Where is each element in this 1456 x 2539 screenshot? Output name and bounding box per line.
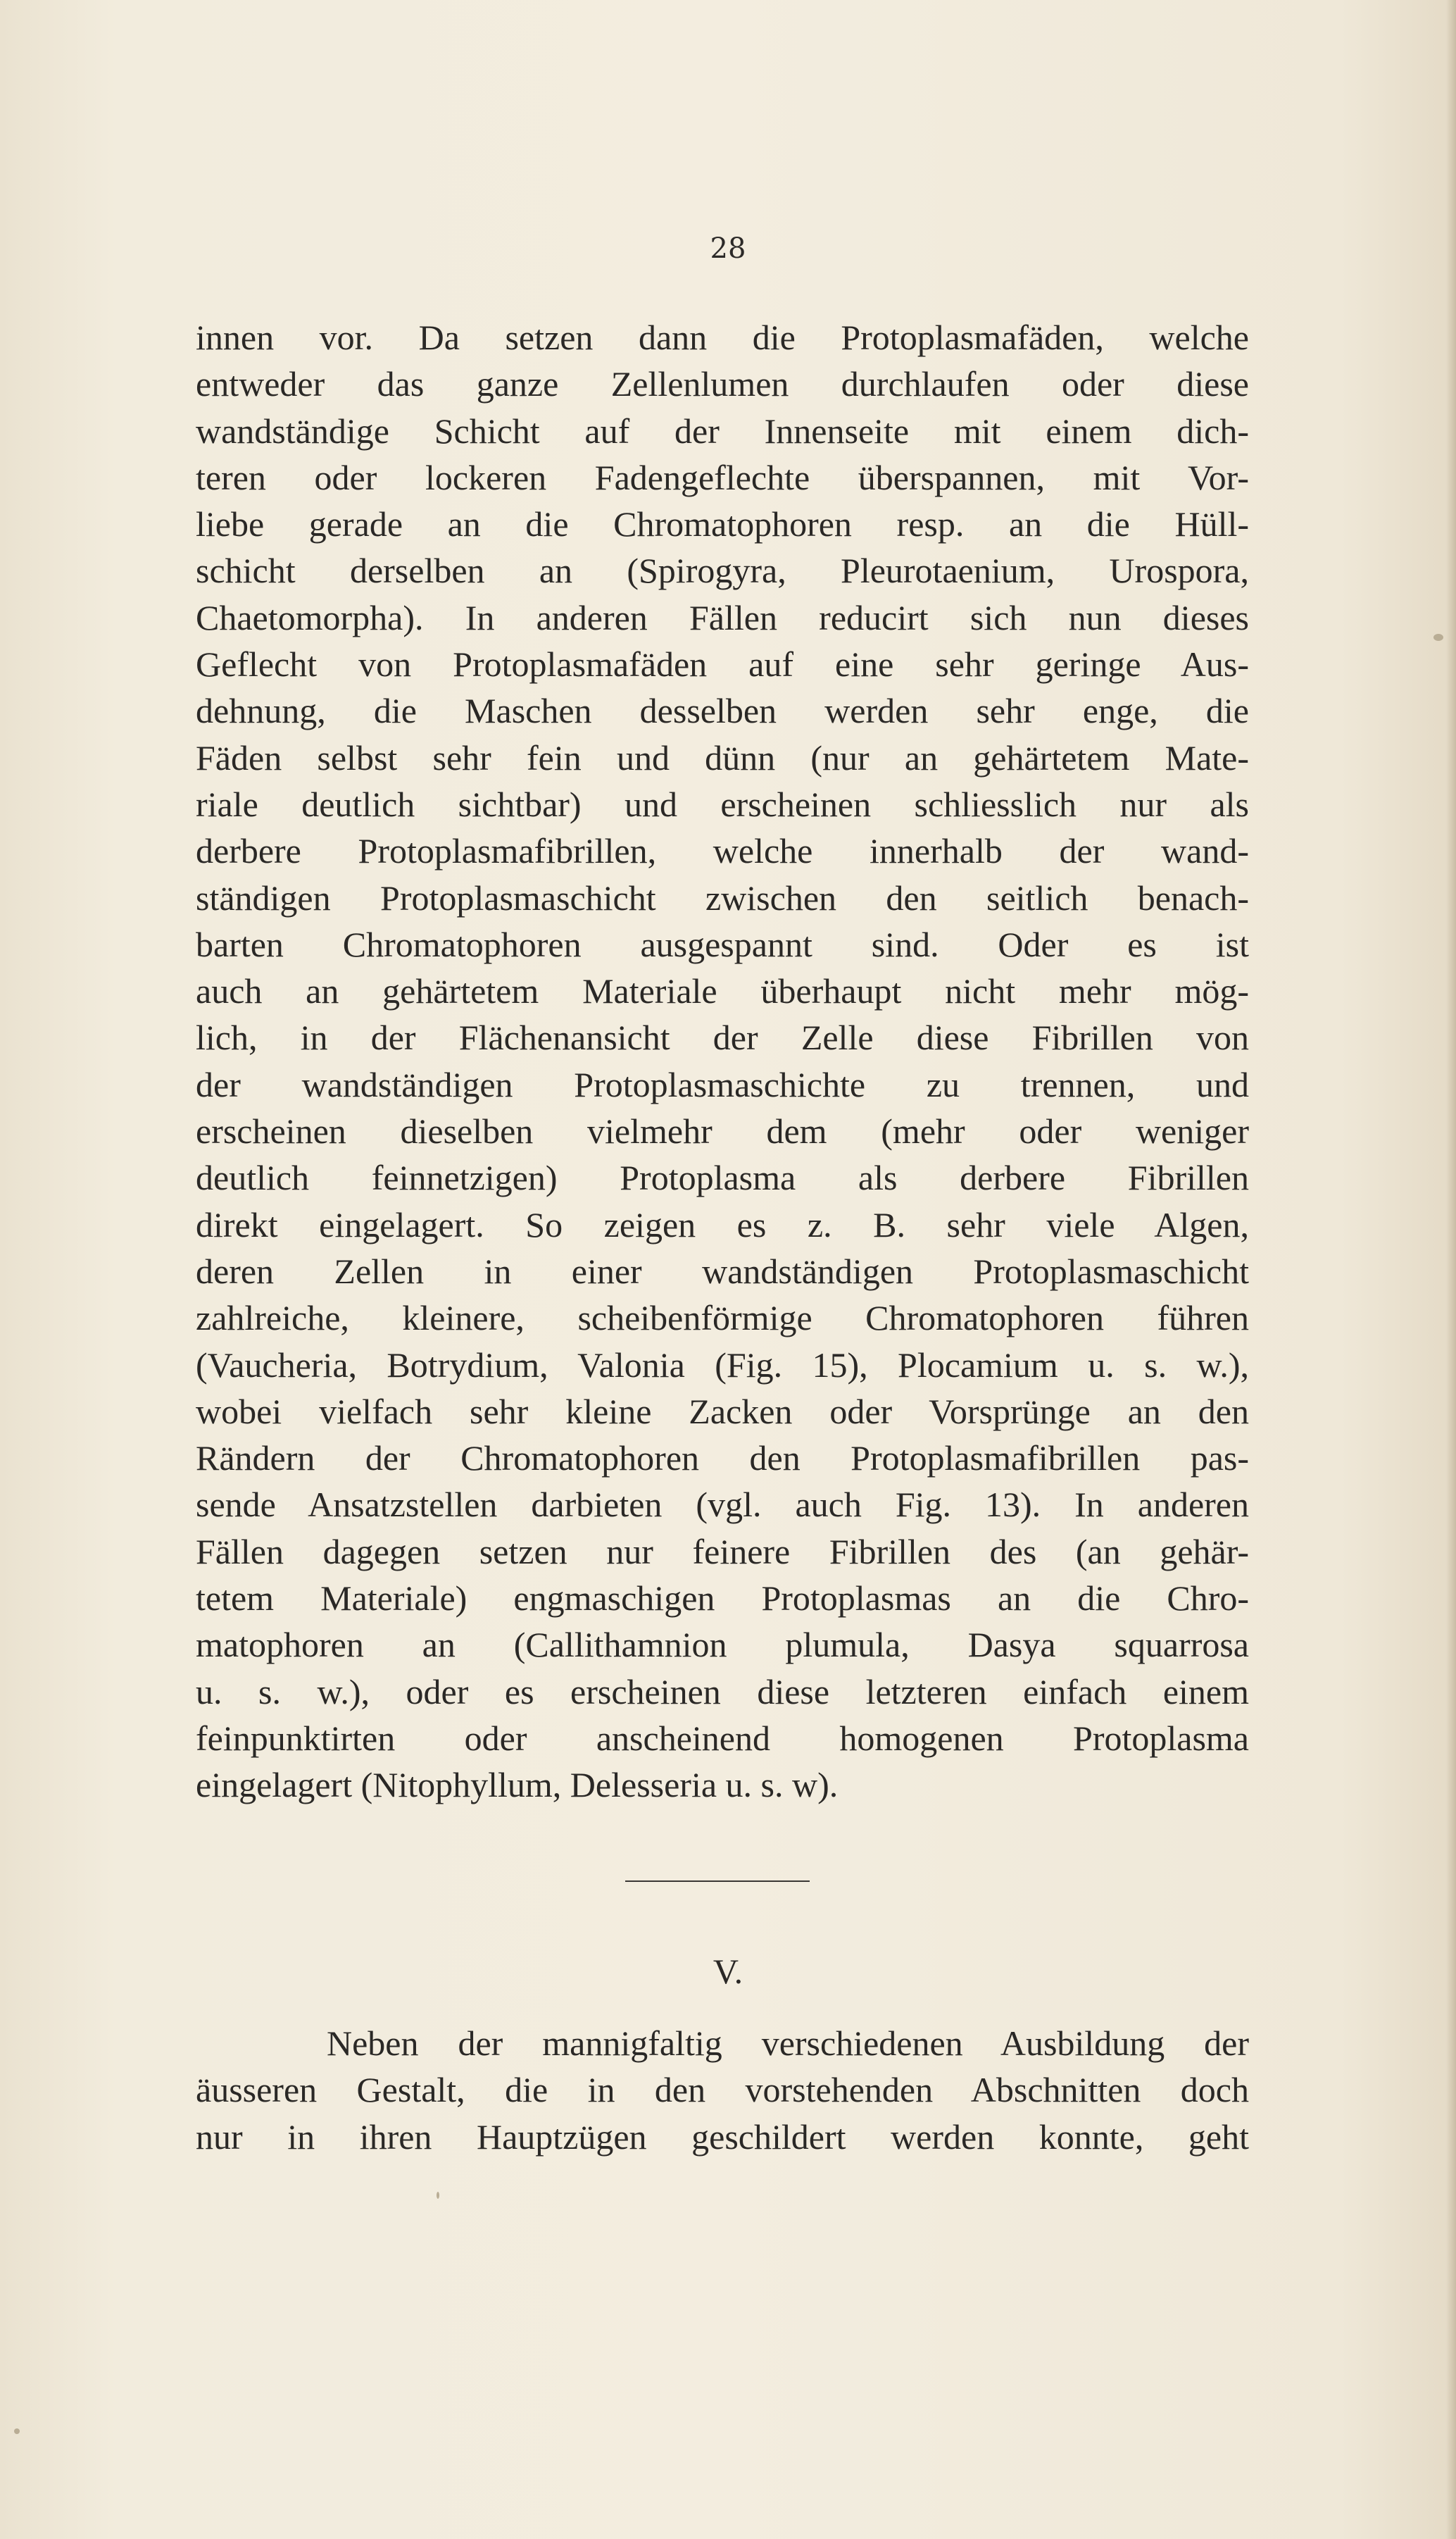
text-line: matophoren an (Callithamnion plumula, Dasya squarrosa <box>196 1625 1249 1665</box>
text-line: äusseren Gestalt, die in den vorstehenden Abschnitten doch <box>196 2070 1249 2110</box>
text-line: auch an gehärtetem Materiale überhaupt nicht mehr mög- <box>196 971 1249 1011</box>
page-edge-shadow <box>1446 0 1456 2539</box>
text-line: wobei vielfach sehr kleine Zacken oder Vorsprünge an den <box>196 1391 1249 1431</box>
text-line: eingelagert (Nitophyllum, Delesseria u. s. w). <box>196 1765 839 1805</box>
text-line: schicht derselben an (Spirogyra, Pleurotaenium, Urospora, <box>196 551 1249 591</box>
text-line: erscheinen dieselben vielmehr dem (mehr oder weniger <box>196 1111 1249 1152</box>
paper-speck <box>14 2428 20 2434</box>
text-line: innen vor. Da setzen dann die Protoplasmafäden, welche <box>196 318 1249 357</box>
page-number: 28 <box>710 232 746 265</box>
text-line: entweder das ganze Zellenlumen durchlaufen oder diese <box>196 364 1249 404</box>
text-line: riale deutlich sichtbar) und erscheinen schliesslich nur als <box>196 784 1249 824</box>
text-line: Fällen dagegen setzen nur feinere Fibrillen des (an gehär- <box>196 1531 1249 1571</box>
text-line: barten Chromatophoren ausgespannt sind. Oder es ist <box>196 924 1249 964</box>
paragraph-body-2 <box>196 2020 1249 2160</box>
text-line: Geflecht von Protoplasmafäden auf eine sehr geringe Aus- <box>196 644 1249 685</box>
text-line: liebe gerade an die Chromatophoren resp. an die Hüll- <box>196 504 1249 544</box>
text-line: teren oder lockeren Fadengeflechte überspannen, mit Vor- <box>196 457 1249 497</box>
text-line: (Vaucheria, Botrydium, Valonia (Fig. 15), Plocamium u. s. w.), <box>196 1345 1249 1385</box>
text-line: Neben der mannigfaltig verschiedenen Ausbildung der <box>327 2023 1249 2063</box>
text-line: tetem Materiale) engmaschigen Protoplasmas an die Chro- <box>196 1578 1249 1618</box>
text-line: nur in ihren Hauptzügen geschildert werden konnte, geht <box>196 2116 1249 2157</box>
text-line: lich, in der Flächenansicht der Zelle diese Fibrillen von <box>196 1018 1249 1058</box>
text-line: derbere Protoplasmafibrillen, welche innerhalb der wand- <box>196 831 1249 871</box>
text-line: u. s. w.), oder es erscheinen diese letzteren einfach einem <box>196 1671 1249 1711</box>
text-line: der wandständigen Protoplasmaschichte zu trennen, und <box>196 1064 1249 1104</box>
paper-speck <box>437 2192 439 2199</box>
text-line: direkt eingelagert. So zeigen es z. B. sehr viele Algen, <box>196 1204 1249 1244</box>
section-heading: V. <box>713 1952 743 1991</box>
paragraph-body <box>196 314 1249 1809</box>
text-line: feinpunktirten oder anscheinend homogenen Protoplasma <box>196 1718 1249 1758</box>
text-line: zahlreiche, kleinere, scheibenförmige Chromatophoren führen <box>196 1298 1249 1338</box>
text-line: Chaetomorpha). In anderen Fällen reducirt sich nun dieses <box>196 597 1249 637</box>
paper-speck <box>1433 634 1443 641</box>
text-line: ständigen Protoplasmaschicht zwischen den seitlich benach- <box>196 878 1249 918</box>
text-line: wandständige Schicht auf der Innenseite mit einem dich- <box>196 411 1249 451</box>
text-line: deutlich feinnetzigen) Protoplasma als derbere Fibrillen <box>196 1158 1249 1198</box>
text-line: deren Zellen in einer wandständigen Protoplasmaschicht <box>196 1251 1249 1291</box>
text-line: dehnung, die Maschen desselben werden sehr enge, die <box>196 691 1249 731</box>
text-line: sende Ansatzstellen darbieten (vgl. auch Fig. 13). In anderen <box>196 1485 1249 1525</box>
section-divider <box>625 1880 810 1882</box>
text-line: Rändern der Chromatophoren den Protoplasmafibrillen pas- <box>196 1438 1249 1478</box>
text-line: Fäden selbst sehr fein und dünn (nur an gehärtetem Mate- <box>196 737 1249 778</box>
